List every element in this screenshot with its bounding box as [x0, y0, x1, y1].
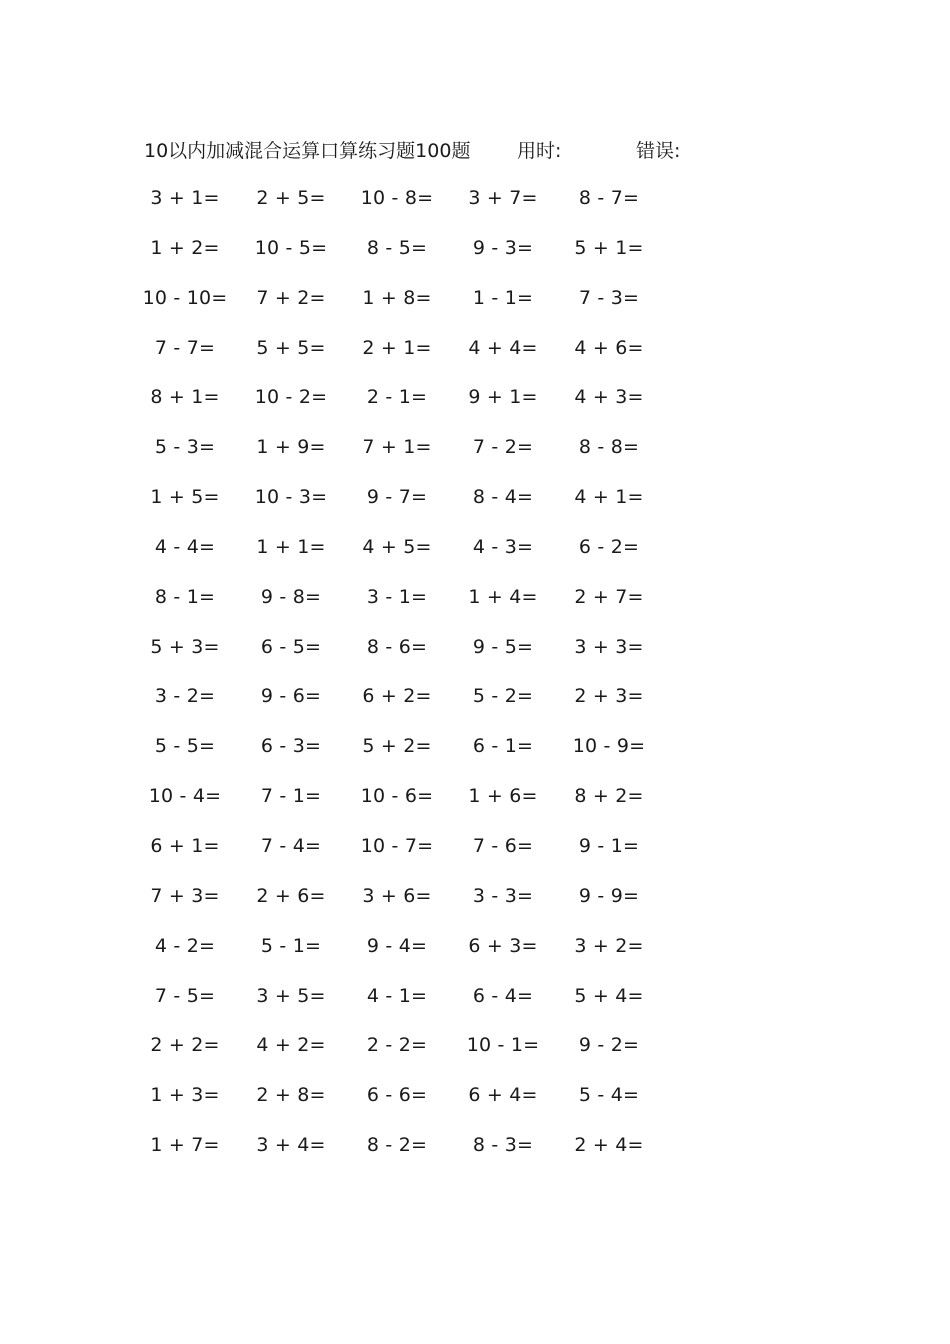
- problem-item: 9 - 5=: [472, 635, 534, 658]
- problem-item: 8 - 3=: [472, 1134, 534, 1157]
- problem-item: 5 - 2=: [472, 685, 534, 708]
- problem-item: 9 - 7=: [366, 486, 428, 509]
- problem-item: 7 - 4=: [260, 834, 322, 857]
- problem-item: 7 - 6=: [472, 834, 534, 857]
- problem-item: 2 + 7=: [574, 585, 644, 608]
- problem-item: 5 + 3=: [150, 635, 220, 658]
- problem-item: 9 + 1=: [468, 386, 538, 409]
- problem-item: 8 - 8=: [578, 436, 640, 459]
- problem-item: 1 + 6=: [468, 785, 538, 808]
- problem-item: 5 + 5=: [256, 336, 326, 359]
- problem-item: 3 + 2=: [574, 934, 644, 957]
- problem-item: 3 + 1=: [150, 187, 220, 209]
- problem-item: 10 - 5=: [254, 236, 328, 259]
- problem-item: 8 + 2=: [574, 785, 644, 808]
- problem-item: 9 - 9=: [578, 884, 640, 907]
- time-used-label: 用时:: [517, 140, 562, 162]
- problem-item: 6 - 1=: [472, 735, 534, 758]
- problem-item: 7 - 5=: [154, 984, 216, 1007]
- problem-item: 8 - 5=: [366, 236, 428, 259]
- problem-item: 4 + 5=: [362, 535, 432, 558]
- problem-item: 3 + 5=: [256, 984, 326, 1007]
- problem-item: 4 - 4=: [154, 535, 216, 558]
- problem-item: 4 + 6=: [574, 336, 644, 359]
- problem-grid: [132, 174, 662, 1171]
- problem-item: 2 + 3=: [574, 685, 644, 708]
- problem-item: 2 + 8=: [256, 1084, 326, 1107]
- problem-item: 4 - 2=: [154, 934, 216, 957]
- problem-item: 9 - 4=: [366, 934, 428, 957]
- problem-item: 1 + 5=: [150, 486, 220, 509]
- problem-item: 3 - 1=: [366, 585, 428, 608]
- problem-item: 1 + 2=: [150, 236, 220, 259]
- problem-item: 9 - 2=: [578, 1034, 640, 1057]
- problem-item: 6 - 6=: [366, 1084, 428, 1107]
- problem-item: 8 - 7=: [578, 187, 640, 209]
- problem-item: 10 - 4=: [148, 785, 222, 808]
- problem-item: 5 - 1=: [260, 934, 322, 957]
- problem-item: 10 - 9=: [572, 735, 646, 758]
- problem-item: 1 + 7=: [150, 1134, 220, 1157]
- problem-item: 1 - 1=: [472, 286, 534, 309]
- problem-item: 2 - 1=: [366, 386, 428, 409]
- problem-item: 7 + 1=: [362, 436, 432, 459]
- problem-item: 3 + 4=: [256, 1134, 326, 1157]
- problem-item: 5 + 4=: [574, 984, 644, 1007]
- problem-item: 5 - 3=: [154, 436, 216, 459]
- worksheet-title: 10以内加减混合运算口算练习题100题: [144, 140, 471, 162]
- problem-item: 9 - 8=: [260, 585, 322, 608]
- problem-item: 2 + 5=: [256, 187, 326, 209]
- problem-item: 2 + 6=: [256, 884, 326, 907]
- problem-item: 7 - 3=: [578, 286, 640, 309]
- problem-item: 9 - 1=: [578, 834, 640, 857]
- problem-item: 9 - 3=: [472, 236, 534, 259]
- problem-item: 9 - 6=: [260, 685, 322, 708]
- problem-item: 6 - 3=: [260, 735, 322, 758]
- problem-item: 8 - 4=: [472, 486, 534, 509]
- problem-item: 4 + 4=: [468, 336, 538, 359]
- problem-item: 6 + 4=: [468, 1084, 538, 1107]
- problem-item: 5 - 4=: [578, 1084, 640, 1107]
- problem-item: 6 - 2=: [578, 535, 640, 558]
- problem-item: 5 - 5=: [154, 735, 216, 758]
- problem-item: 7 - 7=: [154, 336, 216, 359]
- problem-item: 10 - 8=: [360, 187, 434, 209]
- problem-item: 3 - 2=: [154, 685, 216, 708]
- problem-item: 5 + 1=: [574, 236, 644, 259]
- problem-item: 4 + 3=: [574, 386, 644, 409]
- problem-item: 2 + 2=: [150, 1034, 220, 1057]
- problem-item: 4 - 1=: [366, 984, 428, 1007]
- problem-item: 5 + 2=: [362, 735, 432, 758]
- problem-item: 8 - 1=: [154, 585, 216, 608]
- problem-item: 4 - 3=: [472, 535, 534, 558]
- problem-item: 1 + 9=: [256, 436, 326, 459]
- problem-item: 1 + 4=: [468, 585, 538, 608]
- problem-item: 2 + 4=: [574, 1134, 644, 1157]
- errors-label: 错误:: [636, 140, 681, 162]
- problem-item: 6 - 4=: [472, 984, 534, 1007]
- problem-item: 6 + 1=: [150, 834, 220, 857]
- problem-item: 6 - 5=: [260, 635, 322, 658]
- problem-item: 7 - 1=: [260, 785, 322, 808]
- problem-item: 10 - 1=: [466, 1034, 540, 1057]
- problem-item: 10 - 7=: [360, 834, 434, 857]
- problem-item: 10 - 6=: [360, 785, 434, 808]
- problem-item: 1 + 8=: [362, 286, 432, 309]
- problem-item: 8 - 2=: [366, 1134, 428, 1157]
- problem-item: 7 + 3=: [150, 884, 220, 907]
- problem-item: 6 + 3=: [468, 934, 538, 957]
- problem-item: 4 + 1=: [574, 486, 644, 509]
- problem-item: 7 - 2=: [472, 436, 534, 459]
- problem-item: 8 - 6=: [366, 635, 428, 658]
- problem-item: 4 + 2=: [256, 1034, 326, 1057]
- problem-item: 2 - 2=: [366, 1034, 428, 1057]
- problem-item: 10 - 10=: [142, 286, 228, 309]
- problem-item: 10 - 2=: [254, 386, 328, 409]
- problem-item: 1 + 3=: [150, 1084, 220, 1107]
- problem-item: 3 + 7=: [468, 187, 538, 209]
- problem-item: 2 + 1=: [362, 336, 432, 359]
- problem-item: 8 + 1=: [150, 386, 220, 409]
- problem-item: 3 + 3=: [574, 635, 644, 658]
- problem-item: 7 + 2=: [256, 286, 326, 309]
- problem-item: 6 + 2=: [362, 685, 432, 708]
- problem-item: 3 - 3=: [472, 884, 534, 907]
- problem-item: 3 + 6=: [362, 884, 432, 907]
- problem-item: 10 - 3=: [254, 486, 328, 509]
- problem-item: 1 + 1=: [256, 535, 326, 558]
